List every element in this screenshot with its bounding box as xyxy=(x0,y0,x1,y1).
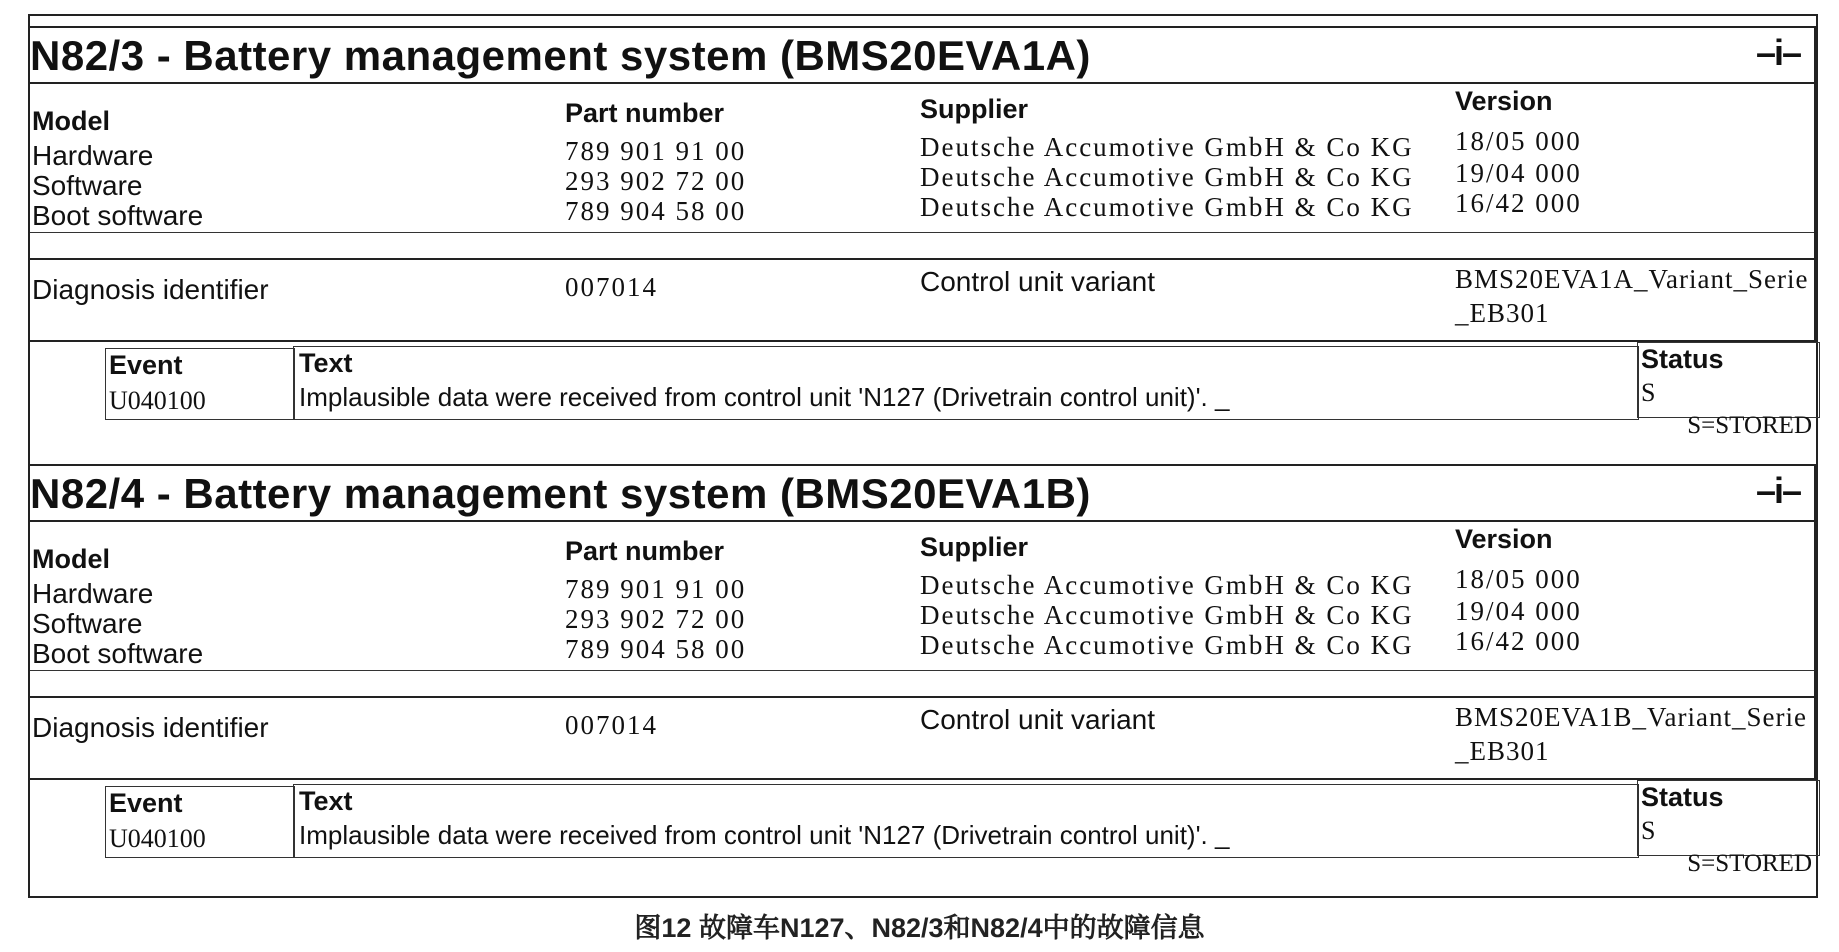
diagnosis-value: 007014 xyxy=(565,272,658,302)
event-table xyxy=(105,780,1816,858)
column-header-part-number: Part number xyxy=(565,98,725,128)
event-status: S xyxy=(1641,816,1656,845)
row-supplier: Deutsche Accumotive GmbH & Co KG xyxy=(920,132,1414,162)
text-header: Text xyxy=(299,348,353,378)
event-status: S xyxy=(1641,378,1656,407)
column-header-version: Version xyxy=(1455,86,1553,116)
row-part-number: 789 901 91 00 xyxy=(565,136,747,166)
event-code: U040100 xyxy=(109,824,206,853)
event-text: Implausible data were received from control unit 'N127 (Drivetrain control unit)'. _ xyxy=(299,382,1230,412)
variant-value-cont: _EB301 xyxy=(1455,298,1550,328)
info-icon[interactable]: –i– xyxy=(1755,470,1800,511)
column-header-model: Model xyxy=(32,106,110,136)
row-supplier: Deutsche Accumotive GmbH & Co KG xyxy=(920,192,1414,222)
variant-label: Control unit variant xyxy=(920,266,1156,297)
event-header: Event xyxy=(109,350,183,380)
column-header-supplier: Supplier xyxy=(920,94,1029,124)
row-model-hardware: Hardware xyxy=(32,140,154,171)
text-header: Text xyxy=(299,786,353,816)
spacer xyxy=(30,672,1816,696)
figure-caption: 图12 故障车N127、N82/3和N82/4中的故障信息 xyxy=(634,913,1205,943)
row-version: 16/42 000 xyxy=(1455,188,1582,218)
row-version: 18/05 000 xyxy=(1455,564,1582,594)
divider xyxy=(30,232,1814,233)
diagnosis-row xyxy=(30,696,1816,780)
diagnosis-row xyxy=(30,258,1816,342)
status-legend: S=STORED xyxy=(1687,850,1812,877)
row-part-number: 789 901 91 00 xyxy=(565,574,747,604)
column-header-version: Version xyxy=(1455,524,1553,554)
row-part-number: 293 902 72 00 xyxy=(565,604,747,634)
divider xyxy=(30,670,1814,671)
event-text: Implausible data were received from control unit 'N127 (Drivetrain control unit)'. _ xyxy=(299,820,1230,850)
row-version: 19/04 000 xyxy=(1455,596,1582,626)
diagnosis-label: Diagnosis identifier xyxy=(32,274,269,305)
row-part-number: 293 902 72 00 xyxy=(565,166,747,196)
row-version: 19/04 000 xyxy=(1455,158,1582,188)
variant-value-cont: _EB301 xyxy=(1455,736,1550,766)
version-table xyxy=(30,84,1816,234)
row-part-number: 789 904 58 00 xyxy=(565,634,747,664)
row-version: 16/42 000 xyxy=(1455,626,1582,656)
column-header-model: Model xyxy=(32,544,110,574)
row-supplier: Deutsche Accumotive GmbH & Co KG xyxy=(920,600,1414,630)
row-supplier: Deutsche Accumotive GmbH & Co KG xyxy=(920,570,1414,600)
row-version: 18/05 000 xyxy=(1455,126,1582,156)
unit-title: N82/3 - Battery management system (BMS20EVA1A) xyxy=(30,32,1091,79)
event-section xyxy=(30,780,1816,877)
variant-value: BMS20EVA1B_Variant_Serie xyxy=(1455,702,1807,732)
unit-title: N82/4 - Battery management system (BMS20EVA1B) xyxy=(30,470,1091,517)
row-model-boot-software: Boot software xyxy=(32,638,204,669)
event-section xyxy=(30,342,1816,439)
row-supplier: Deutsche Accumotive GmbH & Co KG xyxy=(920,162,1414,192)
row-part-number: 789 904 58 00 xyxy=(565,196,747,226)
document-sheet xyxy=(28,14,1818,898)
version-table xyxy=(30,522,1816,672)
diagnosis-value: 007014 xyxy=(565,710,658,740)
event-header: Event xyxy=(109,788,183,818)
event-table xyxy=(105,342,1816,420)
variant-label: Control unit variant xyxy=(920,704,1156,735)
event-code: U040100 xyxy=(109,386,206,415)
control-unit-block xyxy=(30,26,1816,439)
row-supplier: Deutsche Accumotive GmbH & Co KG xyxy=(920,630,1414,660)
row-model-boot-software: Boot software xyxy=(32,200,204,231)
info-icon[interactable]: –i– xyxy=(1755,32,1800,73)
diagnosis-label: Diagnosis identifier xyxy=(32,712,269,743)
variant-value: BMS20EVA1A_Variant_Serie xyxy=(1455,264,1809,294)
control-unit-block xyxy=(30,464,1816,877)
status-header: Status xyxy=(1641,782,1724,812)
unit-header xyxy=(30,26,1816,84)
row-model-software: Software xyxy=(32,170,143,201)
spacer xyxy=(30,234,1816,258)
row-model-hardware: Hardware xyxy=(32,578,154,609)
unit-header xyxy=(30,464,1816,522)
column-header-part-number: Part number xyxy=(565,536,725,566)
status-header: Status xyxy=(1641,344,1724,374)
row-model-software: Software xyxy=(32,608,143,639)
status-legend: S=STORED xyxy=(1687,412,1812,439)
column-header-supplier: Supplier xyxy=(920,532,1029,562)
